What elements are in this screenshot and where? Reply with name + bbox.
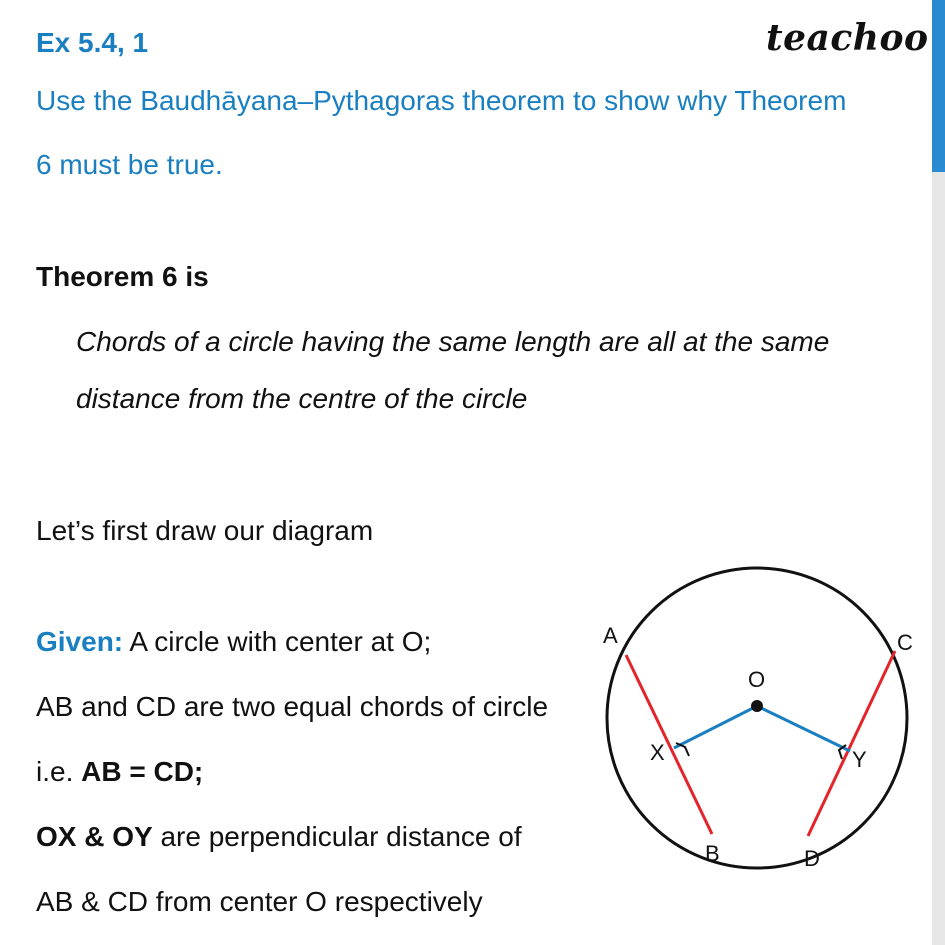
question-line-2: 6 must be true. [36, 149, 223, 180]
exercise-number: Ex 5.4, 1 [36, 27, 149, 58]
brand-logo: teachoo [766, 17, 929, 59]
label-y: Y [852, 747, 867, 772]
given-line-1-text: A circle with center at O; [123, 626, 432, 657]
theorem-heading: Theorem 6 is [36, 261, 209, 292]
chord-cd [808, 651, 895, 836]
given-line-2: AB and CD are two equal chords of circle [36, 691, 549, 722]
theorem-text-line-2: distance from the centre of the circle [76, 383, 528, 414]
given-line-3-prefix: i.e. [36, 756, 82, 787]
theorem-text-line-1: Chords of a circle having the same length are all at the same [76, 326, 830, 357]
question-line-1: Use the Baudhāyana–Pythagoras theorem to show why Theorem [36, 85, 847, 116]
label-a: A [603, 623, 618, 648]
given-label: Given: [36, 626, 124, 657]
right-angle-mark-x [676, 743, 689, 756]
given-line-3 [36, 755, 203, 789]
label-x: X [650, 740, 665, 765]
given-line-5: AB & CD from center O respectively [36, 886, 483, 917]
circle-chords-diagram [590, 555, 930, 885]
vertical-scrollbar-thumb[interactable] [932, 0, 945, 172]
intro-text: Let’s first draw our diagram [36, 515, 374, 546]
label-c: C [897, 630, 913, 655]
label-d: D [804, 846, 820, 871]
given-line-1 [36, 625, 431, 659]
perpendicular-oy [757, 706, 850, 751]
given-line-4-text: are perpendicular distance of [152, 821, 522, 852]
label-o: O [748, 667, 766, 692]
center-point-o [751, 700, 763, 712]
chord-ab [626, 655, 712, 834]
given-line-4-bold: OX & OY [36, 821, 153, 852]
perpendicular-ox [674, 706, 757, 748]
label-b: B [705, 841, 720, 866]
given-line-3-equation: AB = CD; [81, 756, 204, 787]
given-line-4 [36, 820, 522, 854]
